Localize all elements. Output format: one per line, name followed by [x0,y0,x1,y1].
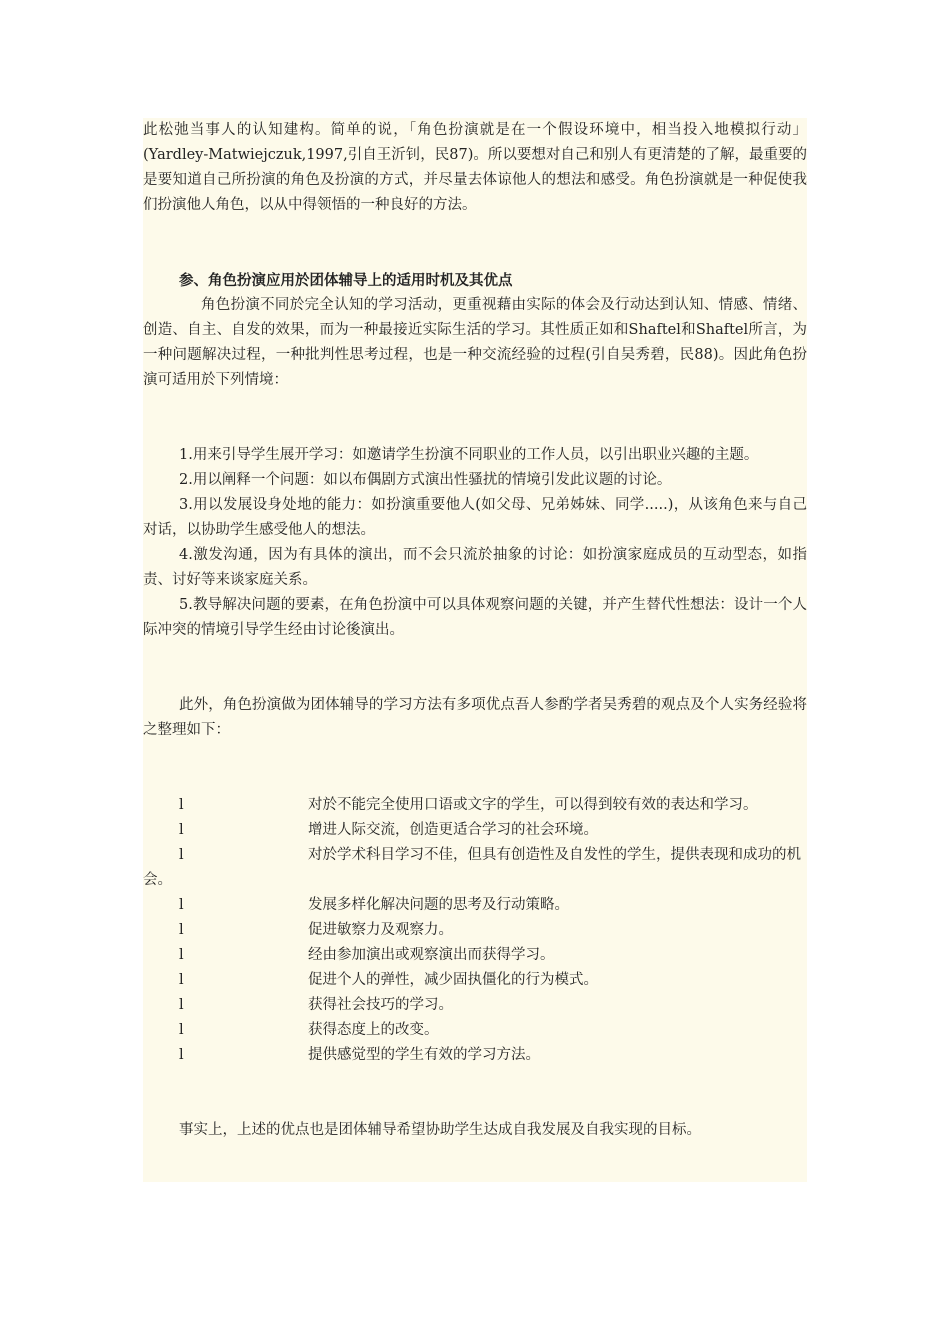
situation-item: 1.用来引导学生展开学习：如邀请学生扮演不同职业的工作人员，以引出职业兴趣的主题。 [179,447,759,463]
advantages-intro: 此外，角色扮演做为团体辅导的学习方法有多项优点吾人参酌学者吴秀碧的观点及个人实务经验将之整理如下： [143,697,807,738]
advantage-text: 增进人际交流，创造更适合学习的社会环境。 [308,822,598,838]
conclusion-paragraph: 事实上，上述的优点也是团体辅导希望协助学生达成自我发展及自我实现的目标。 [179,1122,701,1138]
advantage-text: 提供感觉型的学生有效的学习方法。 [308,1047,540,1063]
section-heading: 参、角色扮演应用於团体辅导上的适用时机及其优点 [179,272,513,289]
situation-item: 5.教导解决问题的要素，在角色扮演中可以具体观察问题的关键，并产生替代性想法：设计一个人际冲突的情境引导学生经由讨论後演出。 [143,597,807,638]
section-paragraph: 角色扮演不同於完全认知的学习活动，更重视藉由实际的体会及行动达到认知、情感、情绪、创造、自主、自发的效果，而为一种最接近实际生活的学习。其性质正如和Shaftel和Shaftel所言，为一种问题解决过程，一种批判性思考过程，也是一种交流经验的过程(引自吴秀碧，民88)。因此角色扮演可适用於下列情境： [143,297,807,388]
bullet-marker: l [179,972,184,988]
bullet-marker: l [179,922,184,938]
advantage-item [143,1043,807,1068]
advantage-item [143,1018,807,1043]
advantage-text: 经由参加演出或观察演出而获得学习。 [308,947,555,963]
advantage-item [143,968,807,993]
advantage-text: 促进个人的弹性，减少固执僵化的行为模式。 [308,972,598,988]
advantage-item [143,893,807,918]
advantage-item [143,943,807,968]
advantage-text: 对於不能完全使用口语或文字的学生，可以得到较有效的表达和学习。 [308,797,758,813]
bullet-marker: l [179,1022,184,1038]
advantage-item [143,918,807,943]
advantage-text: 发展多样化解决问题的思考及行动策略。 [308,897,569,913]
bullet-marker: l [179,947,184,963]
advantage-text: 促进敏察力及观察力。 [308,922,453,938]
document-page [143,118,807,1182]
intro-paragraph: 此松弛当事人的认知建构。简单的说，「角色扮演就是在一个假设环境中，相当投入地模拟行动」(Yardley-Matwiejczuk,1997,引自王沂钊，民87)。所以要想对自己和别人有更清楚的了解，最重要的是要知道自己所扮演的角色及扮演的方式，并尽量去体谅他人的想法和感受。角色扮演就是一种促使我们扮演他人角色，以从中得领悟的一种良好的方法。 [143,122,807,213]
advantage-item [143,843,807,893]
bullet-marker: l [179,797,184,813]
bullet-marker: l [179,822,184,838]
advantage-item [143,993,807,1018]
bullet-marker: l [179,897,184,913]
bullet-marker: l [179,997,184,1013]
situation-item: 2.用以阐释一个问题：如以布偶剧方式演出性骚扰的情境引发此议题的讨论。 [179,472,672,488]
advantage-text: 对於学术科目学习不佳，但具有创造性及自发性的学生，提供表现和成功的机会。 [143,847,801,888]
situation-item: 4.激发沟通，因为有具体的演出，而不会只流於抽象的讨论：如扮演家庭成员的互动型态，如指责、讨好等来谈家庭关系。 [143,547,807,588]
situation-item: 3.用以发展设身处地的能力：如扮演重要他人(如父母、兄弟姊妹、同学.....)，从该角色来与自己对话，以协助学生感受他人的想法。 [143,497,807,538]
advantage-item [143,793,807,818]
bullet-marker: l [179,847,184,863]
advantage-item [143,818,807,843]
bullet-marker: l [179,1047,184,1063]
advantage-text: 获得态度上的改变。 [308,1022,439,1038]
advantage-text: 获得社会技巧的学习。 [308,997,453,1013]
